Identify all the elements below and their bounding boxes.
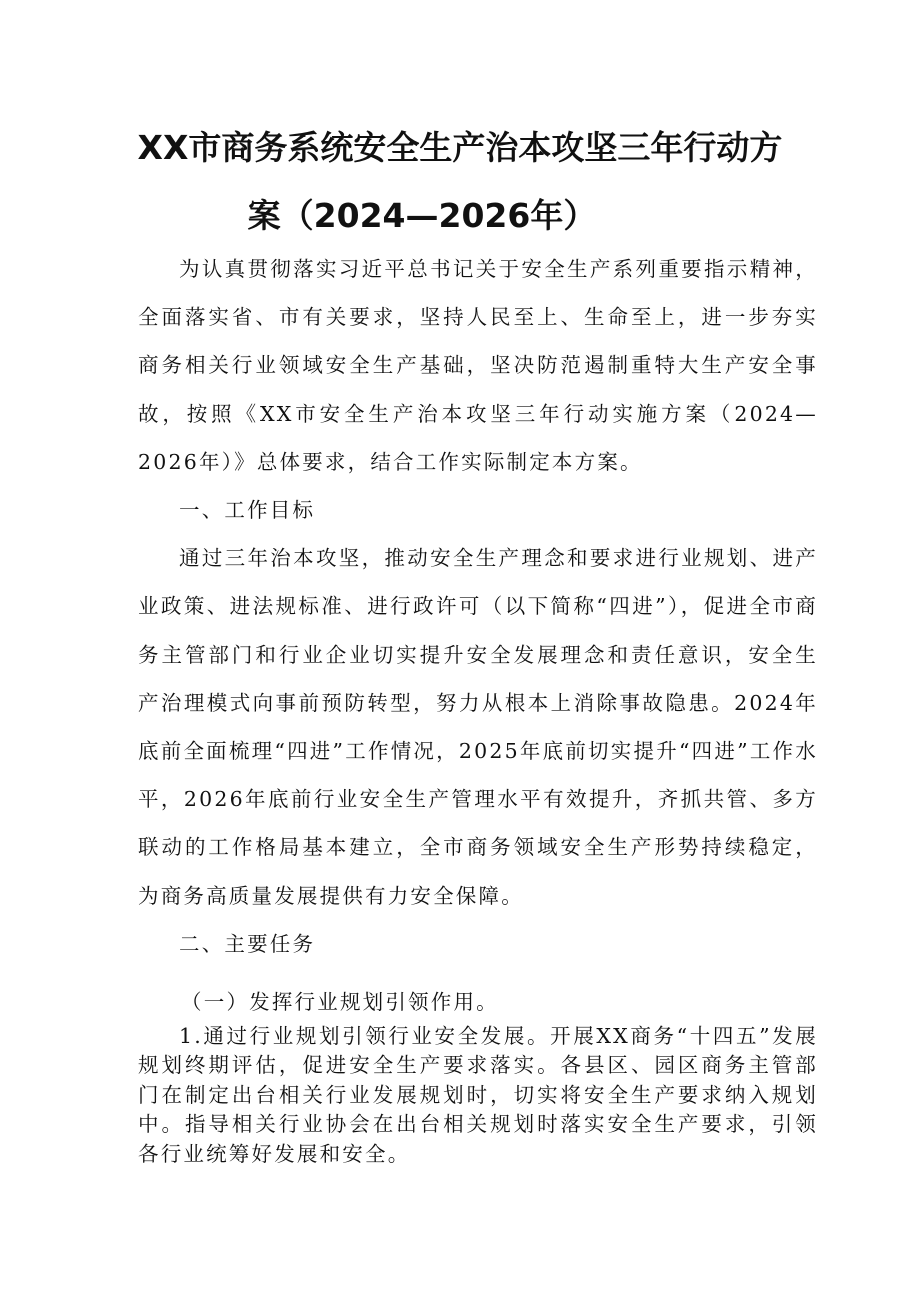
goals-paragraph: 通过三年治本攻坚，推动安全生产理念和要求进行业规划、进产业政策、进法规标准、进行政许可（以下简称“四进”），促进全市商务主管部门和行业企业切实提升安全发展理念和责任意识，安全生产治理模式向事前预防转型，努力从根本上消除事故隐患。2024年底前全面梳理“四进”工作情况，2025年底前切实提升“四进”工作水平，2026年底前行业安全生产管理水平有效提升，齐抓共管、多方联动的工作格局基本建立，全市商务领域安全生产形势持续稳定，为商务高质量发展提供有力安全保障。 [138,546,818,908]
subsection-heading-planning: （一）发挥行业规划引领作用。 [181,990,499,1014]
document-body-main [138,245,818,968]
document-body-tasks [138,988,818,1169]
document-title-line-2: 案（2024—2026年） [247,196,597,235]
intro-paragraph: 为认真贯彻落实习近平总书记关于安全生产系列重要指示精神，全面落实省、市有关要求，坚持人民至上、生命至上，进一步夯实商务相关行业领域安全生产基础，坚决防范遏制重特大生产安全事故，按照《XX市安全生产治本攻坚三年行动实施方案（2024—2026年）》总体要求，结合工作实际制定本方案。 [138,257,818,474]
task-item-1: 1.通过行业规划引领行业安全发展。开展XX商务“十四五”发展规划终期评估，促进安全生产要求落实。各县区、园区商务主管部门在制定出台相关行业发展规划时，切实将安全生产要求纳入规划中。指导相关行业协会在出台相关规划时落实安全生产要求，引领各行业统筹好发展和安全。 [138,1023,818,1166]
section-heading-goals: 一、工作目标 [179,498,316,523]
document-title-line-1: XX市商务系统安全生产治本攻坚三年行动方 [137,128,783,167]
section-heading-tasks: 二、主要任务 [179,931,316,956]
